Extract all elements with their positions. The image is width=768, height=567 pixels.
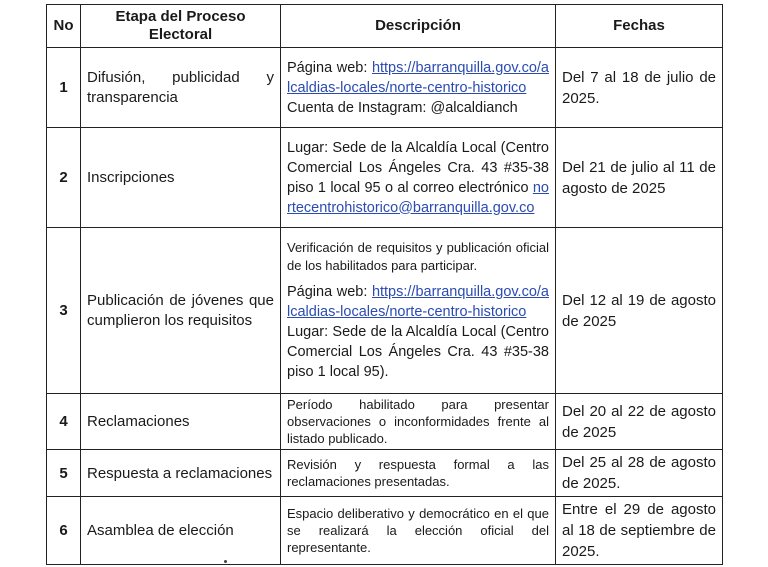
row-etapa: Respuesta a reclamaciones (81, 450, 281, 497)
row-fecha: Entre el 29 de agosto al 18 de septiembre de 2025. (556, 497, 723, 565)
row-number: 1 (47, 48, 81, 128)
row-fecha: Del 21 de julio al 11 de agosto de 2025 (556, 128, 723, 228)
table-row (47, 228, 723, 394)
row-etapa: Reclamaciones (81, 394, 281, 450)
row-number: 4 (47, 394, 81, 450)
row-descripcion (281, 128, 556, 228)
row-fecha: Del 7 al 18 de julio de 2025. (556, 48, 723, 128)
row-descripcion: Revisión y respuesta formal a las reclamaciones presentadas. (281, 450, 556, 497)
table-row (47, 128, 723, 228)
header-descripcion: Descripción (281, 5, 556, 48)
desc-text: Cuenta de Instagram: @alcaldianch (287, 99, 518, 116)
table-row (47, 394, 723, 450)
row-number: 2 (47, 128, 81, 228)
row-etapa: Difusión, publicidad y transparencia (81, 48, 281, 128)
row-descripcion (281, 48, 556, 128)
desc-text: Verificación de requisitos y publicación oficial de los habilitados para participar. (287, 240, 549, 273)
row-fecha: Del 12 al 19 de agosto de 2025 (556, 228, 723, 394)
row-etapa: Asamblea de elección (81, 497, 281, 565)
header-row (47, 5, 723, 48)
stray-mark (224, 560, 227, 563)
row-number: 3 (47, 228, 81, 394)
row-etapa: Publicación de jóvenes que cumplieron los requisitos (81, 228, 281, 394)
row-descripcion (281, 228, 556, 394)
email-link[interactable]: nortecentrohistorico@barranquilla.gov.co (287, 179, 549, 216)
table-row (47, 497, 723, 565)
table-row (47, 48, 723, 128)
header-etapa: Etapa del Proceso Electoral (81, 5, 281, 48)
row-fecha: Del 25 al 28 de agosto de 2025. (556, 450, 723, 497)
header-no: No (47, 5, 81, 48)
desc-text: Lugar: Sede de la Alcaldía Local (Centro Comercial Los Ángeles Cra. 43 #35-38 piso 1 local 95 o al correo electrónico (287, 139, 549, 196)
row-number: 6 (47, 497, 81, 565)
table-row (47, 450, 723, 497)
desc-text: Lugar: Sede de la Alcaldía Local (Centro Comercial Los Ángeles Cra. 43 #35-38 piso 1 local 95). (287, 324, 549, 380)
website-link[interactable]: https://barranquilla.gov.co/alcaldias-locales/norte-centro-historico (287, 59, 549, 96)
electoral-process-table (46, 4, 723, 565)
row-number: 5 (47, 450, 81, 497)
row-fecha: Del 20 al 22 de agosto de 2025 (556, 394, 723, 450)
desc-text: Página web: (287, 284, 372, 300)
desc-text: Página web: (287, 59, 372, 76)
website-link[interactable]: https://barranquilla.gov.co/alcaldias-locales/norte-centro-historico (287, 284, 549, 320)
row-etapa: Inscripciones (81, 128, 281, 228)
row-descripcion: Período habilitado para presentar observaciones o inconformidades frente al listado publicado. (281, 394, 556, 450)
row-descripcion: Espacio deliberativo y democrático en el que se realizará la elección oficial del representante. (281, 497, 556, 565)
header-fechas: Fechas (556, 5, 723, 48)
